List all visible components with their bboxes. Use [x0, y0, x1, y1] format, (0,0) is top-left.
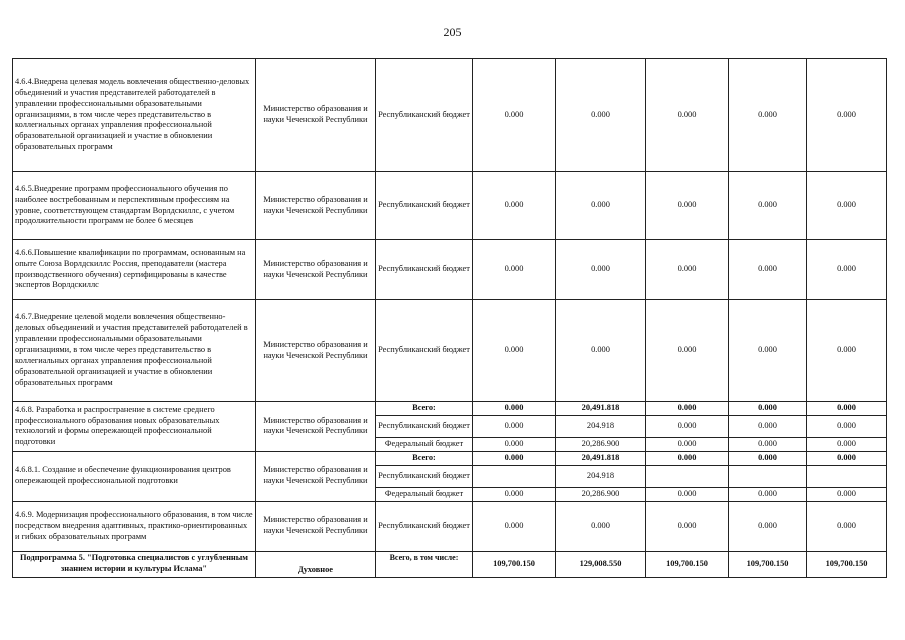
activity-description: 4.6.9. Модернизация профессионального образования, в том числе посредством внедрения адаптивных, практико-ориентированных и гибких образовательных программ — [13, 501, 256, 551]
value-cell: 0.000 — [729, 172, 807, 240]
value-cell: 0.000 — [646, 501, 729, 551]
responsible-org: Министерство образования и науки Чеченской Республики — [256, 501, 376, 551]
value-cell: 0.000 — [646, 437, 729, 451]
value-cell: 0.000 — [729, 300, 807, 402]
value-cell: 0.000 — [646, 59, 729, 172]
value-cell: 0.000 — [556, 59, 646, 172]
value-cell: 0.000 — [807, 240, 887, 300]
value-cell: 0.000 — [473, 451, 556, 465]
value-cell: 0.000 — [646, 487, 729, 501]
table-row — [13, 240, 887, 300]
funding-source: Республиканский бюджет — [376, 240, 473, 300]
responsible-org: Министерство образования и науки Чеченской Республики — [256, 240, 376, 300]
value-cell: 20,491.818 — [556, 451, 646, 465]
responsible-org: Министерство образования и науки Чеченской Республики — [256, 451, 376, 501]
value-cell: 0.000 — [473, 240, 556, 300]
table-row — [13, 451, 887, 465]
funding-source: Федеральный бюджет — [376, 487, 473, 501]
table-row — [13, 59, 887, 172]
value-cell: 109,700.150 — [646, 551, 729, 577]
funding-source: Республиканский бюджет — [376, 465, 473, 487]
funding-source: Всего: — [376, 451, 473, 465]
value-cell: 129,008.550 — [556, 551, 646, 577]
value-cell: 0.000 — [807, 501, 887, 551]
subprogram-row — [13, 551, 887, 577]
value-cell: 0.000 — [646, 415, 729, 437]
value-cell: 0.000 — [729, 437, 807, 451]
subprogram-title: Подпрограмма 5. "Подготовка специалистов с углубленным знанием истории и культуры Ислама" — [13, 551, 256, 577]
activity-description: 4.6.7.Внедрение целевой модели вовлечения общественно-деловых объединений и участия представителей работодателей в управлении профессиональными образовательными организациями, в том числе через представительство в коллегиальных органах управления профессиональной образовательной организацией и участие в обновлении образовательных программ — [13, 300, 256, 402]
table-row — [13, 501, 887, 551]
value-cell: 0.000 — [556, 172, 646, 240]
value-cell — [807, 465, 887, 487]
value-cell — [729, 465, 807, 487]
value-cell — [473, 465, 556, 487]
value-cell: 0.000 — [729, 402, 807, 416]
value-cell: 0.000 — [646, 451, 729, 465]
budget-table — [12, 58, 887, 578]
value-cell: 0.000 — [729, 451, 807, 465]
activity-description: 4.6.4.Внедрена целевая модель вовлечения общественно-деловых объединений и участия представителей работодателей в управлении профессиональными образовательными организациями, в том числе через представительство в коллегиальных органах управления профессиональной образовательной организацией и участие в обновлении образовательных программ — [13, 59, 256, 172]
value-cell: 204.918 — [556, 465, 646, 487]
activity-description: 4.6.6.Повышение квалификации по программам, основанным на опыте Союза Ворлдскиллс Россия, преподаватели (мастера производственного обучения) сертифицированы в качестве экспертов Ворлдскиллс — [13, 240, 256, 300]
funding-source: Республиканский бюджет — [376, 501, 473, 551]
value-cell: 0.000 — [807, 300, 887, 402]
value-cell: 20,491.818 — [556, 402, 646, 416]
activity-description: 4.6.8. Разработка и распространение в системе среднего профессионального образования новых образовательных технологий и формы опережающей профессиональной подготовки — [13, 402, 256, 452]
value-cell: 0.000 — [556, 300, 646, 402]
value-cell: 0.000 — [807, 487, 887, 501]
page-number: 205 — [443, 25, 462, 39]
responsible-org: Министерство образования и науки Чеченской Республики — [256, 300, 376, 402]
funding-source: Республиканский бюджет — [376, 59, 473, 172]
value-cell: 0.000 — [646, 300, 729, 402]
value-cell: 0.000 — [807, 402, 887, 416]
value-cell: 0.000 — [556, 240, 646, 300]
value-cell: 0.000 — [473, 437, 556, 451]
value-cell: 0.000 — [473, 172, 556, 240]
value-cell: 0.000 — [729, 501, 807, 551]
value-cell: 0.000 — [807, 451, 887, 465]
value-cell: 0.000 — [729, 240, 807, 300]
funding-source: Республиканский бюджет — [376, 172, 473, 240]
responsible-org: Духовное — [256, 551, 376, 577]
value-cell: 0.000 — [473, 415, 556, 437]
funding-source: Всего, в том числе: — [376, 551, 473, 577]
value-cell: 109,700.150 — [729, 551, 807, 577]
value-cell: 0.000 — [646, 240, 729, 300]
activity-description: 4.6.5.Внедрение программ профессионального обучения по наиболее востребованным и перспективным профессиям на уровне, соответствующем стандартам Ворлдскиллс, с учетом продолжительности программ не более 6 месяцев — [13, 172, 256, 240]
funding-source: Всего: — [376, 402, 473, 416]
value-cell: 0.000 — [807, 415, 887, 437]
value-cell: 109,700.150 — [473, 551, 556, 577]
value-cell: 0.000 — [729, 59, 807, 172]
table-row — [13, 300, 887, 402]
value-cell: 0.000 — [473, 487, 556, 501]
funding-source: Республиканский бюджет — [376, 415, 473, 437]
value-cell: 0.000 — [807, 59, 887, 172]
responsible-org: Министерство образования и науки Чеченской Республики — [256, 402, 376, 452]
value-cell: 109,700.150 — [807, 551, 887, 577]
value-cell: 0.000 — [646, 402, 729, 416]
value-cell: 0.000 — [646, 172, 729, 240]
value-cell: 0.000 — [556, 501, 646, 551]
table-row — [13, 402, 887, 416]
activity-description: 4.6.8.1. Создание и обеспечение функционирования центров опережающей профессиональной подготовки — [13, 451, 256, 501]
value-cell: 204.918 — [556, 415, 646, 437]
value-cell — [646, 465, 729, 487]
value-cell: 0.000 — [807, 437, 887, 451]
value-cell: 0.000 — [473, 402, 556, 416]
funding-source: Республиканский бюджет — [376, 300, 473, 402]
value-cell: 0.000 — [473, 300, 556, 402]
value-cell: 20,286.900 — [556, 487, 646, 501]
value-cell: 0.000 — [473, 501, 556, 551]
table-row — [13, 172, 887, 240]
value-cell: 20,286.900 — [556, 437, 646, 451]
value-cell: 0.000 — [807, 172, 887, 240]
value-cell: 0.000 — [729, 487, 807, 501]
responsible-org: Министерство образования и науки Чеченской Республики — [256, 172, 376, 240]
responsible-org: Министерство образования и науки Чеченской Республики — [256, 59, 376, 172]
value-cell: 0.000 — [729, 415, 807, 437]
funding-source: Федеральный бюджет — [376, 437, 473, 451]
value-cell: 0.000 — [473, 59, 556, 172]
